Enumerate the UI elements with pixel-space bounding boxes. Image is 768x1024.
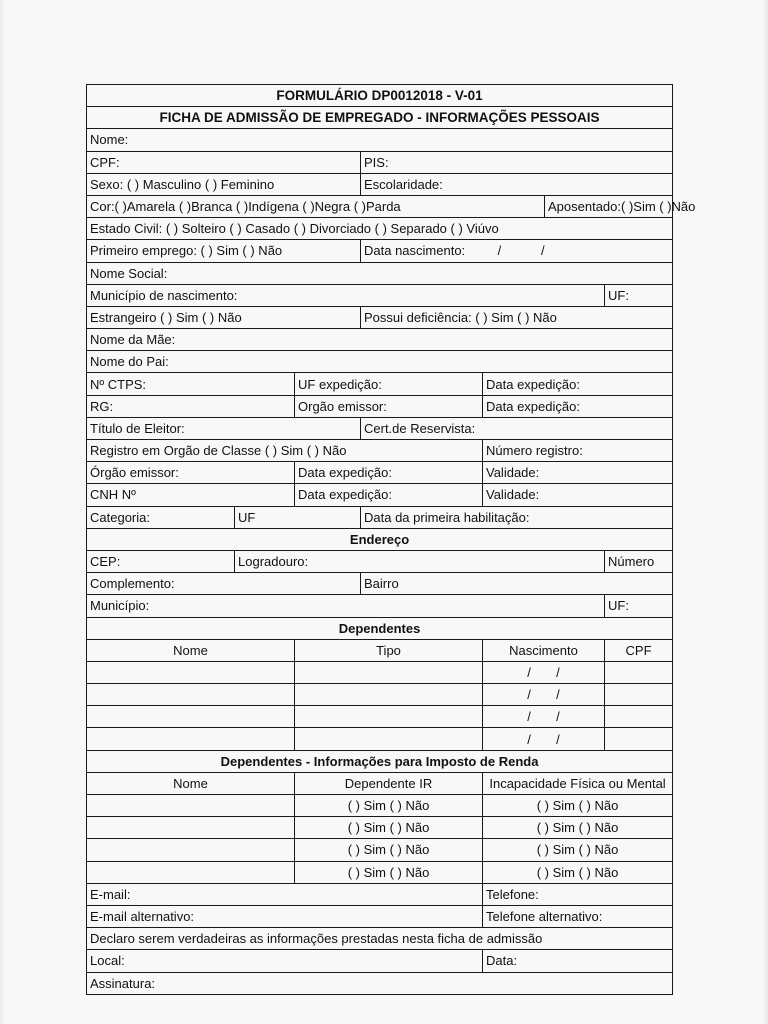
field-nome[interactable]: Nome:	[87, 129, 673, 151]
field-email[interactable]: E-mail:	[87, 883, 483, 905]
field-nome-pai[interactable]: Nome do Pai:	[87, 351, 673, 373]
dependent-ir-nome-cell[interactable]	[87, 817, 295, 839]
field-telefone[interactable]: Telefone:	[483, 883, 673, 905]
dependent-nascimento-cell[interactable]: / /	[483, 684, 605, 706]
field-registro-classe[interactable]: Registro em Orgão de Classe ( ) Sim ( ) Não	[87, 440, 483, 462]
incapacidade-option[interactable]: ( ) Sim ( ) Não	[483, 861, 673, 883]
field-data-expedicao-cnh[interactable]: Data expedição:	[295, 484, 483, 506]
dependent-nome-cell[interactable]	[87, 728, 295, 750]
dependent-tipo-cell[interactable]	[295, 728, 483, 750]
field-escolaridade[interactable]: Escolaridade:	[361, 173, 673, 195]
dependents-header-row	[87, 639, 673, 661]
field-sexo[interactable]: Sexo: ( ) Masculino ( ) Feminino	[87, 173, 361, 195]
field-cor[interactable]: Cor:( )Amarela ( )Branca ( )Indígena ( )Negra ( )Parda	[87, 195, 545, 217]
dependent-tipo-cell[interactable]	[295, 661, 483, 683]
field-categoria[interactable]: Categoria:	[87, 506, 235, 528]
field-uf-expedicao[interactable]: UF expedição:	[295, 373, 483, 395]
incapacidade-option[interactable]: ( ) Sim ( ) Não	[483, 795, 673, 817]
field-complemento[interactable]: Complemento:	[87, 573, 361, 595]
field-ctps[interactable]: Nº CTPS:	[87, 373, 295, 395]
admission-form-table	[86, 84, 696, 995]
dependent-cpf-cell[interactable]	[605, 661, 673, 683]
col-header-nascimento: Nascimento	[483, 639, 605, 661]
field-aposentado[interactable]: Aposentado:( )Sim ( )Não	[545, 195, 673, 217]
section-endereco: Endereço	[87, 528, 673, 550]
col-header-tipo: Tipo	[295, 639, 483, 661]
field-logradouro[interactable]: Logradouro:	[235, 550, 605, 572]
dependent-nascimento-cell[interactable]: / /	[483, 706, 605, 728]
field-uf-cnh[interactable]: UF	[235, 506, 361, 528]
declaration-text: Declaro serem verdadeiras as informações prestadas nesta ficha de admissão	[87, 928, 673, 950]
field-nome-social[interactable]: Nome Social:	[87, 262, 673, 284]
dependent-cpf-cell[interactable]	[605, 706, 673, 728]
field-deficiencia[interactable]: Possui deficiência: ( ) Sim ( ) Não	[361, 306, 673, 328]
field-bairro[interactable]: Bairro	[361, 573, 673, 595]
dependent-ir-nome-cell[interactable]	[87, 795, 295, 817]
field-titulo-eleitor[interactable]: Título de Eleitor:	[87, 417, 361, 439]
field-estrangeiro[interactable]: Estrangeiro ( ) Sim ( ) Não	[87, 306, 361, 328]
dependent-tipo-cell[interactable]	[295, 684, 483, 706]
col-header-nome: Nome	[87, 639, 295, 661]
dependent-ir-option[interactable]: ( ) Sim ( ) Não	[295, 817, 483, 839]
col-header-dependente-ir: Dependente IR	[295, 772, 483, 794]
field-local[interactable]: Local:	[87, 950, 483, 972]
dependents-ir-header-row	[87, 772, 673, 794]
table-row	[87, 795, 673, 817]
table-row	[87, 684, 673, 706]
incapacidade-option[interactable]: ( ) Sim ( ) Não	[483, 817, 673, 839]
dependent-ir-option[interactable]: ( ) Sim ( ) Não	[295, 861, 483, 883]
field-uf-nascimento[interactable]: UF:	[605, 284, 673, 306]
table-row	[87, 861, 673, 883]
field-municipio[interactable]: Município:	[87, 595, 605, 617]
dependent-nome-cell[interactable]	[87, 684, 295, 706]
field-numero-registro[interactable]: Número registro:	[483, 440, 673, 462]
incapacidade-option[interactable]: ( ) Sim ( ) Não	[483, 839, 673, 861]
field-estado-civil[interactable]: Estado Civil: ( ) Solteiro ( ) Casado ( ) Divorciado ( ) Separado ( ) Viúvo	[87, 218, 673, 240]
dependent-nome-cell[interactable]	[87, 661, 295, 683]
field-assinatura[interactable]: Assinatura:	[87, 972, 673, 994]
section-dependentes: Dependentes	[87, 617, 673, 639]
dependent-ir-option[interactable]: ( ) Sim ( ) Não	[295, 795, 483, 817]
form-title: FICHA DE ADMISSÃO DE EMPREGADO - INFORMAÇÕES PESSOAIS	[87, 107, 673, 129]
dependent-cpf-cell[interactable]	[605, 684, 673, 706]
field-nome-mae[interactable]: Nome da Mãe:	[87, 329, 673, 351]
field-orgao-emissor-rg[interactable]: Orgão emissor:	[295, 395, 483, 417]
field-data-nascimento[interactable]: Data nascimento: / /	[361, 240, 673, 262]
form-code-row	[87, 85, 673, 107]
dependent-ir-option[interactable]: ( ) Sim ( ) Não	[295, 839, 483, 861]
field-data-expedicao-rg[interactable]: Data expedição:	[483, 395, 673, 417]
dependent-tipo-cell[interactable]	[295, 706, 483, 728]
dependent-nascimento-cell[interactable]: / /	[483, 728, 605, 750]
field-uf-endereco[interactable]: UF:	[605, 595, 673, 617]
field-cep[interactable]: CEP:	[87, 550, 235, 572]
dependent-nascimento-cell[interactable]: / /	[483, 661, 605, 683]
field-data-expedicao-ctps[interactable]: Data expedição:	[483, 373, 673, 395]
field-primeira-habilitacao[interactable]: Data da primeira habilitação:	[361, 506, 673, 528]
section-dependentes-ir: Dependentes - Informações para Imposto de Renda	[87, 750, 673, 772]
dependent-nome-cell[interactable]	[87, 706, 295, 728]
table-row	[87, 661, 673, 683]
col-header-cpf: CPF	[605, 639, 673, 661]
col-header-ir-nome: Nome	[87, 772, 295, 794]
table-row	[87, 817, 673, 839]
field-validade-classe[interactable]: Validade:	[483, 462, 673, 484]
field-email-alternativo[interactable]: E-mail alternativo:	[87, 905, 483, 927]
field-cnh[interactable]: CNH Nº	[87, 484, 295, 506]
field-telefone-alternativo[interactable]: Telefone alternativo:	[483, 905, 673, 927]
field-municipio-nascimento[interactable]: Município de nascimento:	[87, 284, 605, 306]
table-row	[87, 728, 673, 750]
dependent-ir-nome-cell[interactable]	[87, 839, 295, 861]
form-title-row	[87, 107, 673, 129]
field-pis[interactable]: PIS:	[361, 151, 673, 173]
field-primeiro-emprego[interactable]: Primeiro emprego: ( ) Sim ( ) Não	[87, 240, 361, 262]
form-code: FORMULÁRIO DP0012018 - V-01	[87, 85, 673, 107]
field-orgao-emissor-classe[interactable]: Órgão emissor:	[87, 462, 295, 484]
col-header-incapacidade: Incapacidade Física ou Mental	[483, 772, 673, 794]
field-data[interactable]: Data:	[483, 950, 673, 972]
field-numero[interactable]: Número	[605, 550, 673, 572]
dependent-ir-nome-cell[interactable]	[87, 861, 295, 883]
field-cpf[interactable]: CPF:	[87, 151, 361, 173]
field-rg[interactable]: RG:	[87, 395, 295, 417]
dependent-cpf-cell[interactable]	[605, 728, 673, 750]
table-row	[87, 839, 673, 861]
table-row	[87, 706, 673, 728]
field-validade-cnh[interactable]: Validade:	[483, 484, 673, 506]
field-data-expedicao-classe[interactable]: Data expedição:	[295, 462, 483, 484]
field-reservista[interactable]: Cert.de Reservista:	[361, 417, 673, 439]
